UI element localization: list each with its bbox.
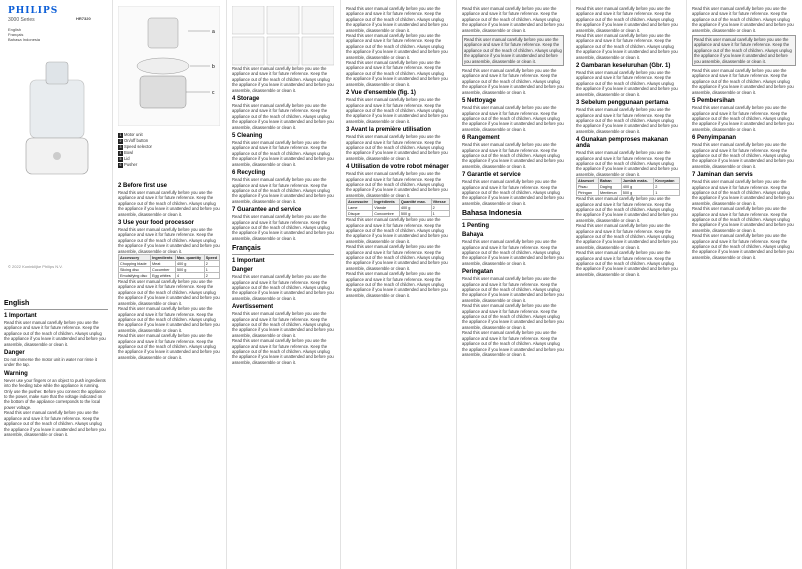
body-text: Read this user manual carefully before you use the appliance and save it for future reference. Keep the appliance out of the reach of children. Always unplug the appliance if you leave it unattended and before you assemble, disassemble or clean it. [118, 190, 220, 217]
body-text: Read this user manual carefully before you use the appliance and save it for future reference. Keep the appliance out of the reach of children. Always unplug the appliance if you leave it unattended and before you assemble, disassemble or clean it. [118, 279, 220, 306]
usage-table: Accessoire Ingrédients Quantité max. Vitesse Lame Viande 400 g 2 Disque Concombre 500 g 1 [346, 198, 450, 217]
table-row: Disque Concombre 500 g 1 [347, 211, 450, 217]
body-text: Read this user manual carefully before you use the appliance and save it for future reference. Keep the appliance out of the reach of children. Always unplug the appliance if you leave it unattended and before you assemble, disassemble or clean it. [346, 271, 448, 298]
body-text: Read this user manual carefully before you use the appliance and save it for future reference. Keep the appliance out of the reach of children. Always unplug the appliance if you leave it unattended and before you assemble, disassemble or clean it. [576, 250, 678, 277]
body-text: Read this user manual carefully before you use the appliance and save it for future reference. Keep the appliance out of the reach of children. Always unplug the appliance if you leave it unattended and before you assemble, disassemble or clean it. [692, 6, 794, 33]
section-heading: 4 Storage [232, 96, 260, 103]
body-text: Read this user manual carefully before you use the appliance and save it for future reference. Keep the appliance out of the reach of children. Always unplug the appliance if you leave it unattended and before you assemble, disassemble or clean it. [692, 206, 794, 233]
language-title: English [4, 300, 30, 307]
body-text: Read this user manual carefully before you use the appliance and save it for future reference. Keep the appliance out of the reach of children. Always unplug the appliance if you leave it unattended and before you assemble, disassemble or clean it. [232, 177, 334, 204]
svg-text:b: b [212, 64, 215, 70]
table-row: Emulsifying disc Egg whites 4 2 [119, 273, 220, 279]
svg-text:a: a [212, 29, 215, 35]
warning-heading: Warning [4, 370, 28, 377]
section-heading: 1 Penting [462, 223, 490, 230]
step-illustrations [232, 6, 334, 66]
page-6 [570, 0, 687, 569]
body-text: Read this user manual carefully before you use the appliance and save it for future reference. Keep the appliance out of the reach of children. Always unplug the appliance if you leave it unattended and before you assemble, disassemble or clean it. [576, 223, 678, 250]
page-5 [456, 0, 571, 569]
body-text: Read this user manual carefully before you use the appliance and save it for future reference. Keep the appliance out of the reach of children. Always unplug the appliance if you leave it unattended and before you assemble, disassemble or clean it. [346, 134, 448, 161]
warning-heading: Avertissement [232, 304, 274, 311]
body-text: Read this user manual carefully before you use the appliance and save it for future reference. Keep the appliance out of the reach of children. Always unplug the appliance if you leave it unattended and before you assemble, disassemble or clean it. [346, 244, 448, 271]
body-text: Read this user manual carefully before you use the appliance and save it for future reference. Keep the appliance out of the reach of children. Always unplug the appliance if you leave it unattended and before you assemble, disassemble or clean it. [576, 196, 678, 223]
body-text: Read this user manual carefully before you use the appliance and save it for future reference. Keep the appliance out of the reach of children. Always unplug the appliance if you leave it unattended and before you assemble, disassemble or clean it. [462, 276, 564, 303]
brand-logo: PHILIPS [8, 6, 59, 16]
section-heading: 3 Use your food processor [118, 220, 195, 227]
page-2 [112, 0, 227, 569]
table-row: Slicing disc Cucumber 500 g 1 [119, 267, 220, 273]
body-text: Read this user manual carefully before you use the appliance and save it for future reference. Keep the appliance out of the reach of children. Always unplug the appliance if you leave it unattended and before you assemble, disassemble or clean it. [576, 107, 678, 134]
body-text: Read this user manual carefully before you use the appliance and save it for future reference. Keep the appliance out of the reach of children. Always unplug the appliance if you leave it unattended and before you assemble, disassemble or clean it. [346, 97, 448, 124]
section-heading: 3 Avant la première utilisation [346, 127, 431, 134]
body-text: Read this user manual carefully before you use the appliance and save it for future reference. Keep the appliance out of the reach of children. Always unplug the appliance if you leave it unattended and before you assemble, disassemble or clean it. [232, 311, 334, 338]
table-row: Piringan Mentimun 500 g 1 [577, 190, 680, 196]
body-text: Read this user manual carefully before you use the appliance and save it for future reference. Keep the appliance out of the reach of children. Always unplug the appliance if you leave it unattended and before you assemble, disassemble or clean it. [576, 70, 678, 97]
contents-list [118, 132, 220, 168]
danger-text: Do not immerse the motor unit in water nor rinse it under the tap. [4, 357, 97, 368]
food-processor-image [22, 60, 92, 180]
list-item: 6 Pusher [119, 162, 138, 167]
body-text: Read this user manual carefully before you use the appliance and save it for future reference. Keep the appliance out of the reach of children. Always unplug the appliance if you leave it unattended and before you assemble, disassemble or clean it. [232, 214, 334, 241]
section-heading: 6 Recycling [232, 170, 266, 177]
list-item: 1 Motor unit [119, 132, 143, 137]
body-text: Read this user manual carefully before you use the appliance and save it for future reference. Keep the appliance out of the reach of children. Always unplug the appliance if you leave it unattended and before you assemble, disassemble or clean it. [462, 6, 564, 33]
body-text: Read this user manual carefully before you use the appliance and save it for future reference. Keep the appliance out of the reach of children. Always unplug the appliance if you leave it unattended and before you assemble, disassemble or clean it. [692, 142, 794, 169]
body-text: Read this user manual carefully before you use the appliance and save it for future reference. Keep the appliance out of the reach of children. Always unplug the appliance if you leave it unattended and before you assemble, disassemble or clean it. [118, 306, 220, 333]
section-heading: 2 Vue d'ensemble (fig. 1) [346, 90, 416, 97]
list-item: 2 On/off button [119, 138, 149, 143]
body-text: Read this user manual carefully before you use the appliance and save it for future reference. Keep the appliance out of the reach of children. Always unplug the appliance if you leave it unattended and before you assemble, disassemble or clean it. [462, 179, 564, 206]
body-text: Read this user manual carefully before you use the appliance and save it for future reference. Keep the appliance out of the reach of children. Always unplug the appliance if you leave it unattended and before you assemble, disassemble or clean it. [346, 60, 448, 87]
body-text: Read this user manual carefully before you use the appliance and save it for future reference. Keep the appliance out of the reach of children. Always unplug the appliance if you leave it unattended and before you assemble, disassemble or clean it. [462, 142, 564, 169]
page-1 [0, 0, 113, 569]
cover-footnote: © 2022 Koninklijke Philips N.V. [8, 264, 63, 269]
danger-heading: Danger [4, 350, 25, 357]
body-text: Read this user manual carefully before you use the appliance and save it for future reference. Keep the appliance out of the reach of children. Always unplug the appliance if you leave it unattended and before you assemble, disassemble or clean it. [346, 171, 448, 198]
caution-box [692, 35, 796, 66]
body-text: Read this user manual carefully before you use the appliance and save it for future reference. Keep the appliance out of the reach of children. Always unplug the appliance if you leave it unattended and before you assemble, disassemble or clean it. [692, 179, 794, 206]
language-item: Bahasa Indonesia [8, 37, 41, 42]
body-text: Read this user manual carefully before you use the appliance and save it for future reference. Keep the appliance out of the reach of children. Always unplug the appliance if you leave it unattended and before you assemble, disassemble or clean it. [232, 103, 334, 130]
body-text: Read this user manual carefully before you use the appliance and save it for future reference. Keep the appliance out of the reach of children. Always unplug the appliance if you leave it unattended and before you assemble, disassemble or clean it. [232, 140, 334, 167]
body-text: Read this user manual carefully before you use the appliance and save it for future reference. Keep the appliance out of the reach of children. Always unplug the appliance if you leave it unattended and before you assemble, disassemble or clean it. [4, 320, 106, 347]
section-heading: 7 Garantie et service [462, 172, 521, 179]
table-row: Pisau Daging 400 g 2 [577, 184, 680, 190]
section-heading: 3 Sebelum penggunaan pertama [576, 100, 669, 107]
body-text: Read this user manual carefully before you use the appliance and save it for future reference. Keep the appliance out of the reach of children. Always unplug the appliance if you leave it unattended and before you assemble, disassemble or clean it. [692, 233, 794, 260]
language-list [8, 27, 112, 42]
series-label: 3000 Series [8, 17, 35, 23]
danger-heading: Bahaya [462, 232, 484, 239]
language-title: Français [232, 245, 261, 253]
language-item: Français [8, 32, 24, 37]
usage-table: Aksesori Bahan Jumlah maks. Kecepatan Pisau Daging 400 g 2 Piringan Mentimun 500 g 1 [576, 177, 680, 196]
body-text: Read this user manual carefully before you use the appliance and save it for future reference. Keep the appliance out of the reach of children. Always unplug the appliance if you leave it unattended and before you assemble, disassemble or clean it. [346, 33, 448, 60]
section-heading: 5 Nettoyage [462, 98, 497, 105]
caution-box [462, 35, 564, 66]
body-text: Read this user manual carefully before you use the appliance and save it for future reference. Keep the appliance out of the reach of children. Always unplug the appliance if you leave it unattended and before you assemble, disassemble or clean it. [462, 239, 564, 266]
body-text: Read this user manual carefully before you use the appliance and save it for future reference. Keep the appliance out of the reach of children. Always unplug the appliance if you leave it unattended and before you assemble, disassemble or clean it. [4, 410, 106, 437]
body-text: Read this user manual carefully before you use the appliance and save it for future reference. Keep the appliance out of the reach of children. Always unplug the appliance if you leave it unattended and before you assemble, disassemble or clean it. [346, 6, 448, 33]
warning-heading: Peringatan [462, 269, 494, 276]
body-text: Read this user manual carefully before you use the appliance and save it for future reference. Keep the appliance out of the reach of children. Always unplug the appliance if you leave it unattended and before you assemble, disassemble or clean it. [576, 150, 678, 177]
body-text: Read this user manual carefully before you use the appliance and save it for future reference. Keep the appliance out of the reach of children. Always unplug the appliance if you leave it unattended and before you assemble, disassemble or clean it. [462, 105, 564, 132]
list-item: 4 Bowl [119, 150, 134, 155]
page-3 [226, 0, 341, 569]
body-text: Read this user manual carefully before you use the appliance and save it for future reference. Keep the appliance out of the reach of children. Always unplug the appliance if you leave it unattended and before you assemble, disassemble or clean it. [232, 66, 334, 93]
list-item: 5 Lid [119, 156, 130, 161]
body-text: Read this user manual carefully before you use the appliance and save it for future reference. Keep the appliance out of the reach of children. Always unplug the appliance if you leave it unattended and before you assemble, disassemble or clean it. [464, 37, 562, 64]
danger-heading: Danger [232, 267, 253, 274]
section-heading: 7 Jaminan dan servis [692, 172, 753, 179]
section-heading: 1 Important [4, 313, 37, 319]
body-text: Read this user manual carefully before you use the appliance and save it for future reference. Keep the appliance out of the reach of children. Always unplug the appliance if you leave it unattended and before you assemble, disassemble or clean it. [576, 33, 678, 60]
body-text: Read this user manual carefully before you use the appliance and save it for future reference. Keep the appliance out of the reach of children. Always unplug the appliance if you leave it unattended and before you assemble, disassemble or clean it. [694, 37, 792, 64]
body-text: Read this user manual carefully before you use the appliance and save it for future reference. Keep the appliance out of the reach of children. Always unplug the appliance if you leave it unattended and before you assemble, disassemble or clean it. [462, 303, 564, 330]
section-heading: 5 Pembersihan [692, 98, 735, 105]
list-item: 3 Speed selector [119, 144, 152, 149]
parts-diagram [118, 6, 220, 126]
table-row: Lame Viande 400 g 2 [347, 205, 450, 211]
model-number: HR7320 [76, 16, 91, 21]
usage-table: Accessory Ingredients Max. quantity Speed Chopping blade Meat 400 g 2 Slicing disc Cucumber 500 g 1 Emulsifying disc Egg whites 4 2 [118, 254, 220, 279]
section-heading: 2 Gambaran keseluruhan (Gbr. 1) [576, 63, 671, 70]
body-text: Read this user manual carefully before you use the appliance and save it for future reference. Keep the appliance out of the reach of children. Always unplug the appliance if you leave it unattended and before you assemble, disassemble or clean it. [692, 68, 794, 95]
table-row: Chopping blade Meat 400 g 2 [119, 261, 220, 267]
body-text: Read this user manual carefully before you use the appliance and save it for future reference. Keep the appliance out of the reach of children. Always unplug the appliance if you leave it unattended and before you assemble, disassemble or clean it. [576, 6, 678, 33]
language-title: Bahasa Indonesia [462, 210, 522, 218]
body-text: Read this user manual carefully before you use the appliance and save it for future reference. Keep the appliance out of the reach of children. Always unplug the appliance if you leave it unattended and before you assemble, disassemble or clean it. [346, 217, 448, 244]
body-text: Read this user manual carefully before you use the appliance and save it for future reference. Keep the appliance out of the reach of children. Always unplug the appliance if you leave it unattended and before you assemble, disassemble or clean it. [232, 274, 334, 301]
section-heading: 4 Gunakan pemproses makanan anda [576, 137, 669, 150]
section-heading: 5 Cleaning [232, 133, 263, 140]
body-text: Read this user manual carefully before you use the appliance and save it for future reference. Keep the appliance out of the reach of children. Always unplug the appliance if you leave it unattended and before you assemble, disassemble or clean it. [232, 338, 334, 365]
body-text: Read this user manual carefully before you use the appliance and save it for future reference. Keep the appliance out of the reach of children. Always unplug the appliance if you leave it unattended and before you assemble, disassemble or clean it. [462, 68, 564, 95]
body-text: Read this user manual carefully before you use the appliance and save it for future reference. Keep the appliance out of the reach of children. Always unplug the appliance if you leave it unattended and before you assemble, disassemble or clean it. [462, 330, 564, 357]
section-heading: 1 Important [232, 258, 265, 265]
body-text: Read this user manual carefully before you use the appliance and save it for future reference. Keep the appliance out of the reach of children. Always unplug the appliance if you leave it unattended and before you assemble, disassemble or clean it. [118, 227, 220, 254]
section-heading: 6 Penyimpanan [692, 135, 737, 142]
section-heading: 4 Utilisation de votre robot ménager [346, 164, 449, 171]
section-heading: 7 Guarantee and service [232, 207, 302, 214]
section-heading: 2 Before first use [118, 183, 168, 189]
body-text: Read this user manual carefully before you use the appliance and save it for future reference. Keep the appliance out of the reach of children. Always unplug the appliance if you leave it unattended and before you assemble, disassemble or clean it. [692, 105, 794, 132]
language-item: English [8, 27, 22, 32]
page-4 [340, 0, 457, 569]
body-text: Read this user manual carefully before you use the appliance and save it for future reference. Keep the appliance out of the reach of children. Always unplug the appliance if you leave it unattended and before you assemble, disassemble or clean it. [118, 333, 220, 360]
svg-text:c: c [212, 90, 215, 96]
section-heading: 6 Rangement [462, 135, 500, 142]
page-7 [686, 0, 802, 569]
warning-text: Never use your fingers or an object to push ingredients into the feeding tube while the appliance is running. Only use the pusher. Before you connect the appliance to the power, make sure that the voltage indicated on the bottom of the appliance corresponds to the local power voltage. [4, 377, 106, 410]
